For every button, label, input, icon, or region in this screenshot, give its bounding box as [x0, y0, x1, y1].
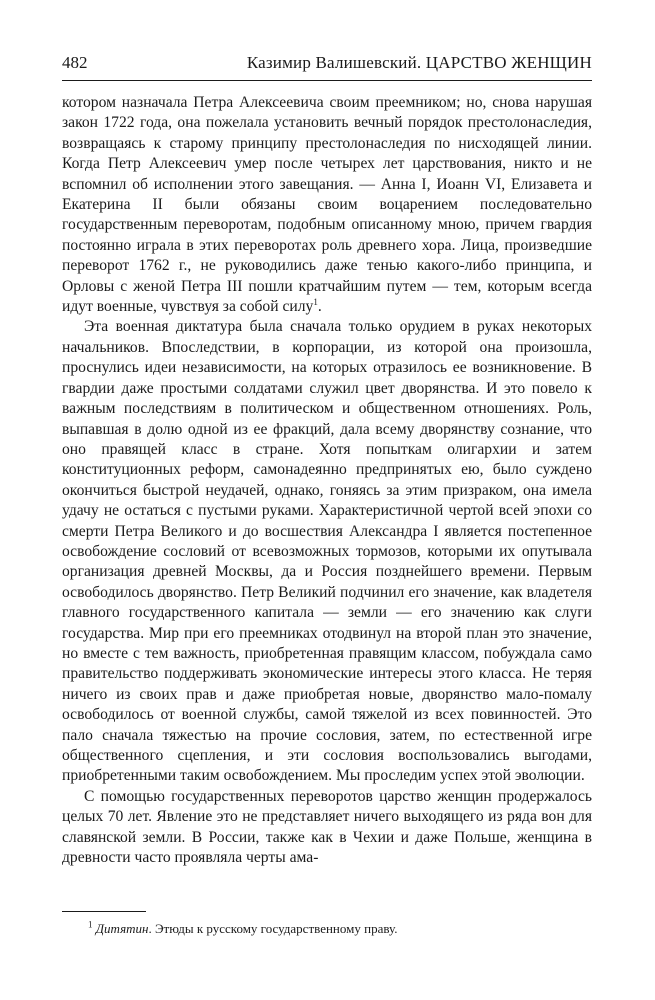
page-number: 482: [62, 53, 88, 72]
paragraph-text: котором назначала Петра Алексеевича своим преемником; но, снова нарушая закон 1722 года, она пожелала установить вечный порядок престолонаследия, возвращаясь к старому принципу престолонаследия по нисходящей линии. Когда Петр Алексеевич умер после четырех лет царствования, никто и не вспомнил об исполнении этого завещания. — Анна I, Иоанн VI, Елизавета и Екатерина II были обязаны своим воцарением последовательно государственным переворотам, подобным описанному мною, причем гвардия постоянно играла в этих переворотах роль древнего хора. Лица, произведшие переворот 1762 г., не руководились даже тенью какого-либо принципа, и Орловы с женой Петра III пошли кратчайшим путем — тем, которым всегда идут военные, чувствуя за собой силу: [62, 94, 592, 316]
paragraph-end-punctuation: .: [317, 298, 322, 316]
paragraph-continued: [62, 93, 592, 317]
footnote-author: Дитятин: [95, 921, 149, 936]
running-title: Казимир Валишевский. ЦАРСТВО ЖЕНЩИН: [246, 53, 592, 72]
paragraph: С помощью государственных переворотов царство женщин продержалось целых 70 лет. Явление это не представляет ничего выходящего из ряда вон для славянской земли. В России, также как в Чехии и даже Польше, женщина в древности часто проявляла черты ама-: [62, 787, 592, 867]
footnote: [88, 921, 592, 937]
footnote-text: . Этюды к русскому государственному праву.: [148, 921, 398, 936]
footnote-number: 1: [88, 919, 93, 930]
paragraph: Эта военная диктатура была сначала только орудием в руках некоторых начальников. Впоследствии, в корпорации, из которой она произошла, проснулись идеи независимости, на которых отразилось ее возникновение. В гвардии даже простыми солдатами служил цвет дворянства. И это повело к важным последствиям в политическом и общественном отношениях. Роль, выпавшая в долю одной из ее фракций, дала всему дворянству сознание, что оно правящей класс в стране. Хотя попыткам олигархии и затем конституционных реформ, самонадеянно предпринятых ею, было суждено окончиться быстрой неудачей, однако, гоняясь за этим призраком, она имела удачу не остаться с пустыми руками. Характеристичной чертой всей эпохи со смерти Петра Великого и до восшествия Александра I является постепенное освобождение сословий от всевозможных тормозов, которыми их опутывала организация древней Москвы, да и Россия позднейшего времени. Первым освободилось дворянство. Петр Великий подчинил его значение, как владетеля главного государственного капитала — земли — его значению как слуги государства. Мир при его преемниках отодвинул на второй план это значение, но вместе с тем важность, приобретенная правящим классом, побуждала само правительство поддерживать экономические интересы этого класса. Не теряя ничего из своих прав и даже приобретая новые, дворянство мало-помалу освободилось от военной службы, самой тяжелой из всех повинностей. Это пало сначала тяжестью на прочие сословия, затем, по естественной игре общественного сцепления, и эти сословия воспользовались выгодами, приобретенными таким освобождением. Мы проследим успех этой эволюции.: [62, 318, 592, 785]
footnote-marker[interactable]: 1: [313, 296, 318, 307]
main-text: [62, 93, 592, 868]
book-page: [62, 52, 592, 868]
footnote-divider: [62, 911, 146, 912]
running-header: [62, 52, 592, 81]
